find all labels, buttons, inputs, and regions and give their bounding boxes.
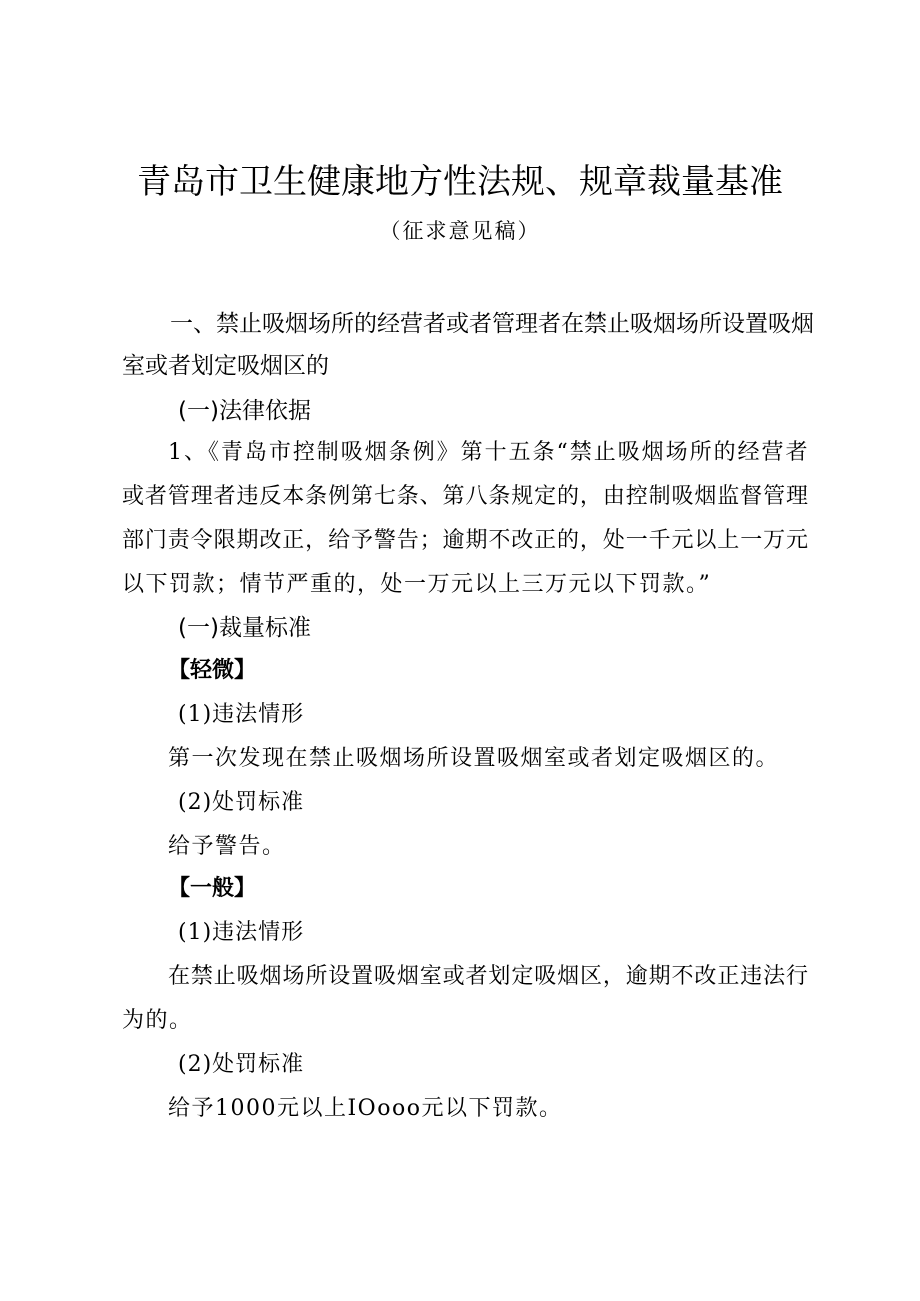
general-violation-line-1: 在禁止吸烟场所设置吸烟室或者划定吸烟区，逾期不改正违法行 — [168, 964, 808, 989]
legal-basis-heading: (一)法律依据 — [178, 398, 311, 424]
general-level-label: 【一般】 — [168, 876, 257, 901]
minor-violation-text: 第一次发现在禁止吸烟场所设置吸烟室或者划定吸烟区的。 — [168, 746, 780, 771]
discretion-heading: (一)裁量标准 — [178, 615, 311, 641]
general-violation-line-2: 为的。 — [122, 1008, 193, 1033]
legal-basis-line-2: 或者管理者违反本条例第七条、第八条规定的，由控制吸烟监督管理 — [122, 484, 808, 509]
section-heading-line-1: 一、禁止吸烟场所的经营者或者管理者在禁止吸烟场所设置吸烟 — [170, 311, 814, 337]
document-title: 青岛市卫生健康地方性法规、规章裁量基准 — [137, 162, 783, 202]
minor-violation-heading: (1)违法情形 — [178, 702, 305, 727]
general-penalty-heading: (2)处罚标准 — [178, 1052, 305, 1077]
minor-level-label: 【轻微】 — [168, 658, 257, 683]
legal-basis-line-3: 部门责令限期改正，给予警告；逾期不改正的，处一千元以上一万元 — [122, 528, 808, 553]
document-subtitle: （征求意见稿） — [379, 219, 541, 243]
minor-penalty-heading: (2)处罚标准 — [178, 790, 305, 815]
legal-basis-line-1: 1、《青岛市控制吸烟条例》第十五条“禁止吸烟场所的经营者 — [168, 440, 808, 465]
general-violation-heading: (1)违法情形 — [178, 920, 305, 945]
legal-basis-line-4: 以下罚款；情节严重的，处一万元以上三万元以下罚款。” — [122, 572, 712, 597]
minor-penalty-text: 给予警告。 — [168, 834, 286, 859]
general-penalty-text: 给予1000元以上IOooo元以下罚款。 — [168, 1096, 563, 1121]
section-heading-line-2: 室或者划定吸烟区的 — [122, 353, 329, 379]
